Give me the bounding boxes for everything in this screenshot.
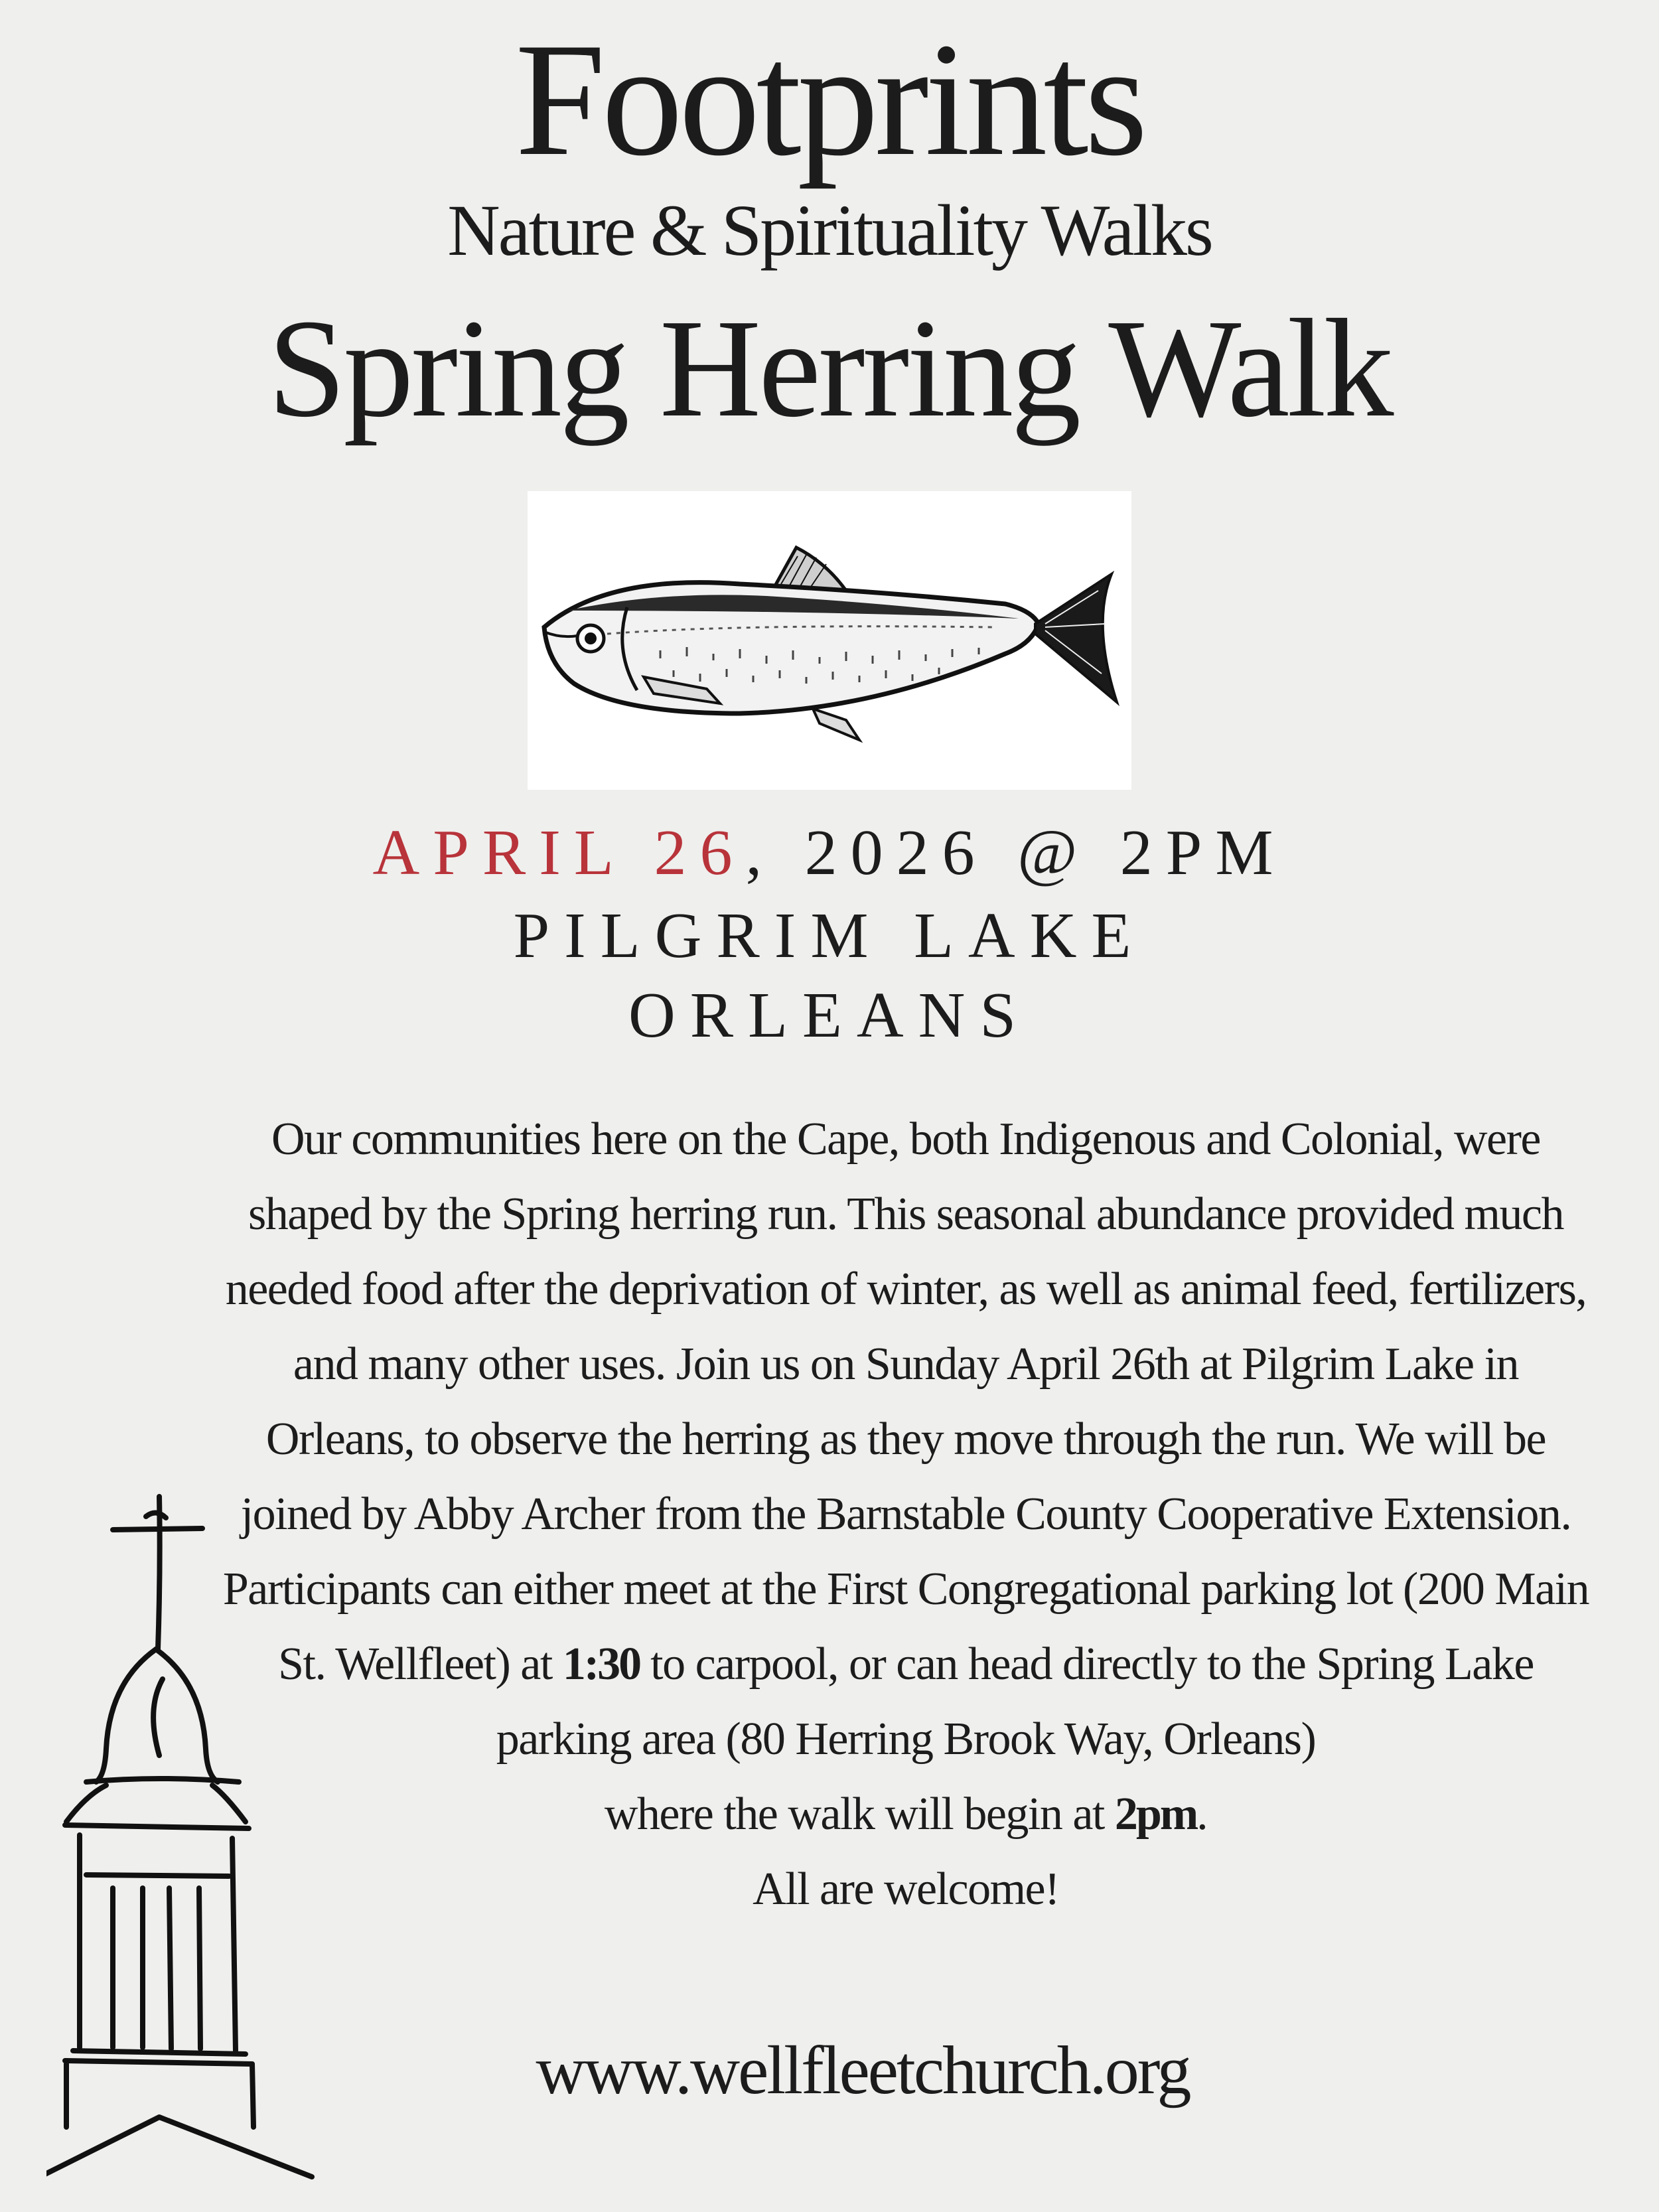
event-date bbox=[0, 816, 1659, 889]
event-date-highlight: APRIL 26 bbox=[372, 817, 746, 889]
walk-start-line bbox=[219, 1777, 1593, 1852]
carpool-time: 1:30 bbox=[562, 1639, 640, 1690]
event-location-name: PILGRIM LAKE bbox=[513, 900, 1146, 972]
description-text: Our communities here on the Cape, both Indigenous and Colonial, were shaped by the Spring herring run. This seasonal abundance provided much needed food after the deprivation of winter, as well as animal feed, fertilizers, and many other uses. Join us on Sunday April 26th at Pilgrim Lake in Orleans, to observe the herring as they move through the run. We will be joined by Abby Archer from the Barnstable County Cooperative Extension. Participants can either meet at the First Congregational parking lot (200 Main St. Wellfleet) at bbox=[222, 1114, 1589, 1690]
walk-start-suffix: . bbox=[1196, 1789, 1208, 1840]
description-paragraph bbox=[219, 1102, 1593, 1777]
welcome-line: All are welcome! bbox=[753, 1864, 1059, 1915]
event-date-rest: , 2026 @ 2PM bbox=[745, 817, 1287, 889]
poster-subtitle: Nature & Spirituality Walks bbox=[447, 190, 1212, 271]
herring-illustration bbox=[528, 491, 1131, 790]
event-description bbox=[219, 1102, 1593, 1927]
church-steeple-illustration bbox=[46, 1490, 325, 2180]
description-text-end: to carpool, or can head directly to the Spring Lake parking area (80 Herring Brook Way, Orleans) bbox=[496, 1639, 1534, 1765]
event-location-town: ORLEANS bbox=[628, 980, 1031, 1051]
walk-start-time: 2pm bbox=[1114, 1789, 1197, 1840]
event-title: Spring Herring Walk bbox=[267, 290, 1392, 446]
poster-title: Footprints bbox=[515, 9, 1144, 189]
website-link[interactable]: www.wellfleetchurch.org bbox=[536, 2032, 1190, 2108]
walk-start-prefix: where the walk will begin at bbox=[604, 1789, 1115, 1840]
